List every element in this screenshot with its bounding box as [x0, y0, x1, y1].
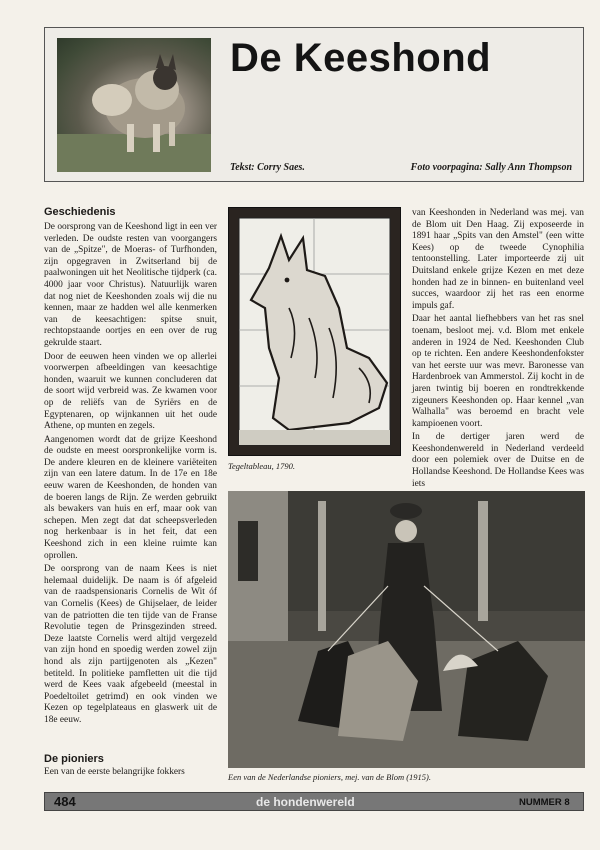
- keeshond-illustration: [57, 38, 211, 172]
- page-number: 484: [54, 794, 76, 809]
- magazine-name: de hondenwereld: [256, 795, 355, 809]
- page-title: De Keeshond: [230, 36, 492, 80]
- keeshond-photo: [57, 38, 211, 172]
- tile-tableau-image: [228, 207, 401, 456]
- paragraph: Daar het aantal liefhebbers van het ras snel toenam, besloot mej. v.d. Blom met enkele anderen in 1924 de Ned. Keeshonden Club op te richten. Een andere Keeshondenfokster van het eerste uur was mevr. Baronesse van Hardenbroek van Ammerstol. Zij kocht in de jaren twintig bij boeren en rondtrekkende zigeuners Keeshonden op. Haar kennel „van Walhalla" was beroemd en bracht vele kampioenen voort.: [412, 314, 584, 429]
- woman-with-dogs-illustration: [228, 491, 585, 768]
- author-credit: Tekst: Corry Saes.: [230, 162, 305, 173]
- paragraph: van Keeshonden in Nederland was mej. van de Blom uit Den Haag. Zij exposeerde in 1891 haar „Spits van den Amstel" (een witte Kees) op de tweede Cynophilia tentoonstelling. Later importeerde zij uit Duitsland enkele grijze Kezen en met deze honden had ze in binnen- en buitenland veel succes, waardoor zij het ras een enorme impuls gaf.: [412, 208, 584, 311]
- column-right: [412, 208, 584, 492]
- historical-photo: [228, 491, 585, 768]
- photo-caption: Een van de Nederlandse pioniers, mej. van de Blom (1915).: [228, 772, 432, 782]
- paragraph: De oorsprong van de Keeshond ligt in een ver verleden. De oudste resten van voorgangers van de „Spitze", de Moeras- of Turfhonden, zijn opgegraven in Zwitserland bij de paalwoningen uit het Neolitische tijdperk (ca. 4000 jaar voor Christus). Natuurlijk waren dat nog niet de Keeshonden zoals wij die nu kennen, maar ze hadden wel alle kenmerken van de keesachtigen: spitse snuit, rechtopstaande oortjes en een over de rug gekrulde staart.: [44, 222, 217, 348]
- tile-caption: Tegeltableau, 1790.: [228, 461, 295, 471]
- dog-tile-illustration: [229, 208, 400, 455]
- paragraph: De oorsprong van de naam Kees is niet helemaal duidelijk. De naam is óf afgeleid van de raadspensionaris Cornelis de Wit óf van Cornelis (Kees) de Ghijselaer, de leider van de patriotten die ten tijde van de Franse Revolutie tegen de Prinsgezinden streed. Deze laatste Cornelis werd altijd vergezeld van zijn hond en spoedig werden zowel zijn hond als zijn partijgenoten als „Kezen" betiteld. In politieke pamfletten uit die tijd werd de Kees vaak afgebeeld (meestal in Poedeltoilet getrimd) en ook vinden we Kezen op tegelplateaus en glaswerk uit de 18e eeuw.: [44, 564, 217, 725]
- section-heading-pioneers: De pioniers: [44, 753, 104, 765]
- section-heading-history: Geschiedenis: [44, 206, 116, 218]
- paragraph: Aangenomen wordt dat de grijze Keeshond de oudste en meest oorspronkelijke vorm is. De andere kleuren en de kleinere variëteiten zijn van een latere datum. In de 17e en 18e eeuw waren de Keeshonden, de honden van de boeren langs de Rijn. Ze werden gebruikt als bewakers van huis en erf, maar ook van schepen. Men zegt dat dat scheepsverleden nog herkenbaar is in het feit, dat een Keeshond zich in een kleine ruimte kan oprollen.: [44, 434, 217, 561]
- column-left: [44, 222, 217, 729]
- photo-credit: Foto voorpagina: Sally Ann Thompson: [410, 162, 572, 173]
- issue-number: NUMMER 8: [519, 797, 570, 808]
- paragraph: Door de eeuwen heen vinden we op allerlei voorwerpen afbeeldingen van keesachtige honden, waaruit we kunnen concluderen dat de soort wijd verbreid was. Ze kwamen voor op de reliëfs van de Syriërs en de Egyptenaren, op wijnkannen uit het oude Athene, op munten en zegels.: [44, 351, 217, 432]
- paragraph: Een van de eerste belangrijke fokkers: [44, 767, 185, 777]
- paragraph: In de dertiger jaren werd de Keeshondenwereld in Nederland verdeeld door een polemiek over de Duitse en de Hollandse Keeshond. De Hollandse Kees was iets: [412, 432, 584, 489]
